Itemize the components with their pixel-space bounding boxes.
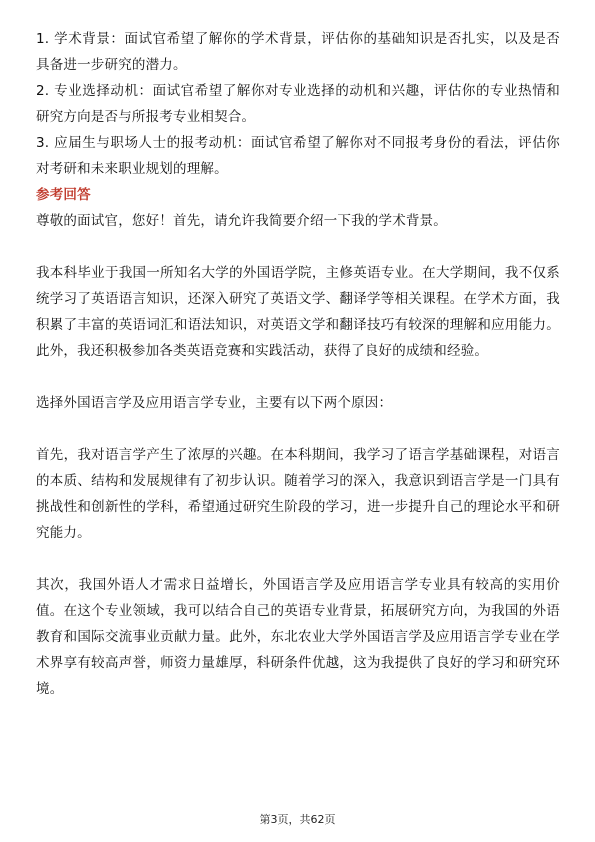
paragraph-spacer	[36, 364, 560, 390]
page-footer	[0, 813, 595, 827]
answer-background-paragraph: 我本科毕业于我国一所知名大学的外国语学院，主修英语专业。在大学期间，我不仅系统学习了英语语言知识，还深入研究了英语文学、翻译学等相关课程。在学术方面，我积累了丰富的英语词汇和语法知识，对英语文学和翻译技巧有较深的理解和应用能力。此外，我还积极参加各类英语竞赛和实践活动，获得了良好的成绩和经验。	[36, 265, 560, 359]
answer-heading: 参考回答	[36, 187, 91, 203]
question-item-3: 3. 应届生与职场人士的报考动机：面试官希望了解你对不同报考身份的看法，评估你对考研和未来职业规划的理解。	[36, 135, 560, 177]
answer-reasons-intro: 选择外国语言学及应用语言学专业，主要有以下两个原因：	[36, 395, 393, 411]
answer-reason-second: 其次，我国外语人才需求日益增长，外国语言学及应用语言学专业具有较高的实用价值。在这个专业领域，我可以结合自己的英语专业背景，拓展研究方向，为我国的外语教育和国际交流事业贡献力量。此外，东北农业大学外国语言学及应用语言学专业在学术界享有较高声誉，师资力量雄厚，科研条件优越，这为我提供了良好的学习和研究环境。	[36, 577, 560, 697]
paragraph-spacer	[36, 234, 560, 260]
answer-reason-first: 首先，我对语言学产生了浓厚的兴趣。在本科期间，我学习了语言学基础课程，对语言的本质、结构和发展规律有了初步认识。随着学习的深入，我意识到语言学是一门具有挑战性和创新性的学科，希望通过研究生阶段的学习，进一步提升自己的理论水平和研究能力。	[36, 447, 560, 541]
question-item-1: 1. 学术背景：面试官希望了解你的学术背景，评估你的基础知识是否扎实，以及是否具备进一步研究的潜力。	[36, 31, 560, 73]
page-number-label: 第3页，共62页	[259, 813, 336, 826]
answer-greeting: 尊敬的面试官，您好！首先，请允许我简要介绍一下我的学术背景。	[36, 213, 447, 229]
paragraph-spacer	[36, 546, 560, 572]
paragraph-spacer	[36, 416, 560, 442]
page-content	[36, 26, 560, 702]
question-item-2: 2. 专业选择动机：面试官希望了解你对专业选择的动机和兴趣，评估你的专业热情和研究方向是否与所报考专业相契合。	[36, 83, 560, 125]
